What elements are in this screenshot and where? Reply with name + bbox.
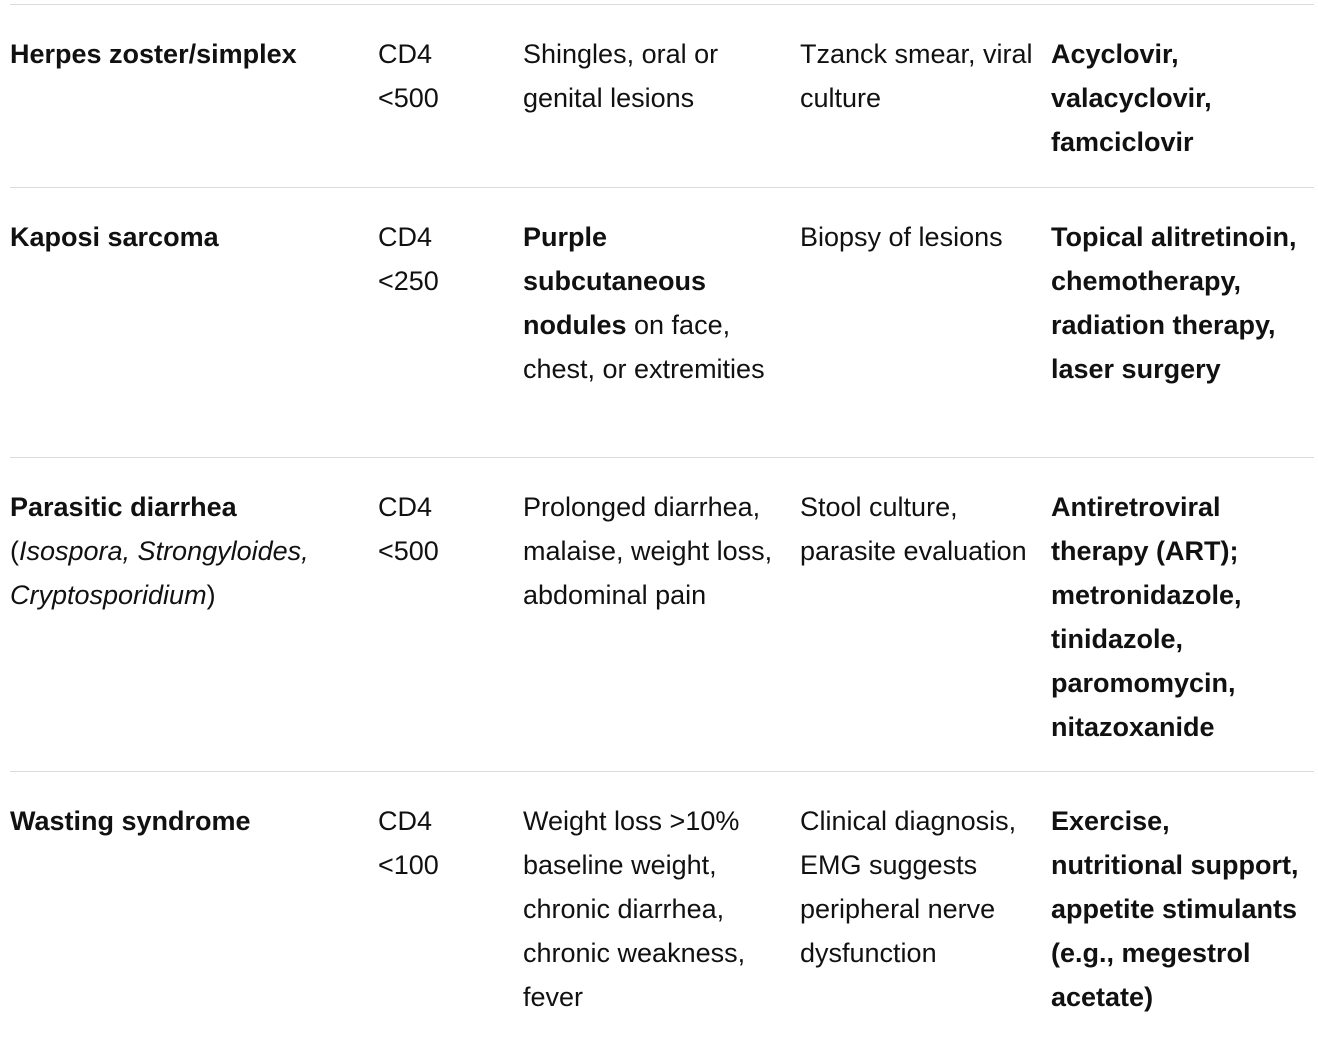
condition-organisms: Isospora, Strongyloides, Cryptosporidium [10,536,309,610]
treatment-cell: Exercise, nutritional support, appetite stimulants (e.g., megestrol acetate) [1051,806,1299,1012]
oi-table [10,4,1314,1032]
table-row [10,772,1314,1032]
symptoms-cell: Prolonged diarrhea, malaise, weight loss, abdominal pain [523,492,773,610]
treatment-cell: Topical alitretinoin, chemotherapy, radiation therapy, laser surgery [1051,222,1297,384]
cd4-cell: CD4 <250 [378,222,439,296]
condition-cell [10,485,378,771]
treatment-cell: Acyclovir, valacyclovir, famciclovir [1051,39,1212,157]
treatment-cell: Antiretroviral therapy (ART); metronidazole, tinidazole, paromomycin, nitazoxanide [1051,492,1242,742]
condition-cell: Kaposi sarcoma [10,222,219,252]
table-row [10,458,1314,772]
diagnosis-cell: Biopsy of lesions [800,222,1003,252]
paren-open: ( [10,536,19,566]
symptoms-emphasis: Purple subcutaneous nodules [523,222,707,340]
symptoms-cell [523,215,800,457]
diagnosis-cell: Tzanck smear, viral culture [800,39,1033,113]
symptoms-cell: Shingles, oral or genital lesions [523,39,719,113]
condition-cell: Wasting syndrome [10,806,251,836]
cd4-cell: CD4 <500 [378,39,439,113]
condition-cell: Herpes zoster/simplex [10,39,297,69]
table-row [10,5,1314,188]
condition-name: Parasitic diarrhea [10,492,237,522]
diagnosis-cell: Stool culture, parasite evaluation [800,492,1027,566]
diagnosis-cell: Clinical diagnosis, EMG suggests peripheral nerve dysfunction [800,806,1017,968]
cd4-cell: CD4 <100 [378,806,439,880]
cd4-cell: CD4 <500 [378,492,439,566]
table-row [10,188,1314,458]
symptoms-cell: Weight loss >10% baseline weight, chronic diarrhea, chronic weakness, fever [523,806,746,1012]
symptoms-rest: on face, chest, or extremities [523,310,765,384]
paren-close: ) [206,580,216,610]
